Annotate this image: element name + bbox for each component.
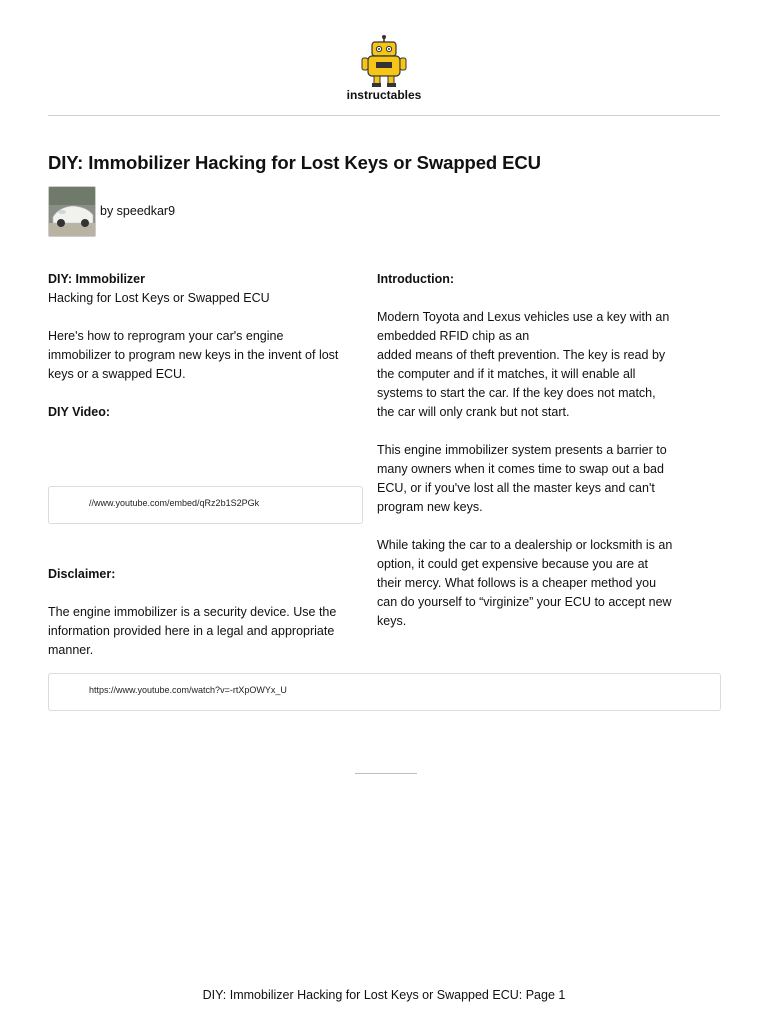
section-divider xyxy=(355,773,417,774)
header-divider xyxy=(48,115,720,116)
author-byline[interactable]: by speedkar9 xyxy=(100,204,176,218)
watch-link-url[interactable]: https://www.youtube.com/watch?v=-rtXpOWYx_U xyxy=(89,685,287,695)
author-avatar[interactable] xyxy=(48,186,96,237)
disclaimer-heading: Disclaimer: xyxy=(48,567,116,581)
disclaimer-text-line: information provided here in a legal and appropriate xyxy=(48,624,335,638)
paragraph-line: program new keys. xyxy=(377,500,483,514)
paragraph-line: many owners when it comes time to swap out a bad xyxy=(377,462,664,476)
paragraph-line: This engine immobilizer system presents a barrier to xyxy=(377,443,667,457)
paragraph-line: can do yourself to “virginize” your ECU to accept new xyxy=(377,595,672,609)
intro-text-line: Here's how to reprogram your car's engine xyxy=(48,329,284,343)
paragraph-line: systems to start the car. If the key does not match, xyxy=(377,386,656,400)
intro-text-line: immobilizer to program new keys in the invent of lost xyxy=(48,348,339,362)
brand-name[interactable]: instructables xyxy=(346,88,422,102)
paragraph-line: Modern Toyota and Lexus vehicles use a key with an xyxy=(377,310,670,324)
paragraph-line: their mercy. What follows is a cheaper method you xyxy=(377,576,657,590)
introduction-heading: Introduction: xyxy=(377,272,455,286)
intro-text-line: keys or a swapped ECU. xyxy=(48,367,186,381)
paragraph-line: While taking the car to a dealership or locksmith is an xyxy=(377,538,673,552)
paragraph-line: embedded RFID chip as an xyxy=(377,329,530,343)
paragraph-line: ECU, or if you've lost all the master keys and can't xyxy=(377,481,655,495)
paragraph-line: the computer and if it matches, it will enable all xyxy=(377,367,636,381)
video-embed-url[interactable]: //www.youtube.com/embed/qRz2b1S2PGk xyxy=(89,498,260,508)
right-column xyxy=(377,270,720,631)
subtitle-text: Hacking for Lost Keys or Swapped ECU xyxy=(48,291,270,305)
video-heading: DIY Video: xyxy=(48,405,111,419)
disclaimer-section xyxy=(48,565,364,660)
left-column xyxy=(48,270,364,422)
section-heading: DIY: Immobilizer xyxy=(48,272,146,286)
video-embed-box[interactable] xyxy=(48,486,363,524)
paragraph-line: keys. xyxy=(377,614,407,628)
page-title: DIY: Immobilizer Hacking for Lost Keys or Swapped ECU xyxy=(48,152,541,173)
page-footer: DIY: Immobilizer Hacking for Lost Keys or Swapped ECU: Page 1 xyxy=(202,988,566,1002)
paragraph-line: option, it could get expensive because you are at xyxy=(377,557,649,571)
robot-mascot-icon[interactable] xyxy=(360,34,408,88)
page-header xyxy=(0,0,768,116)
disclaimer-text-line: The engine immobilizer is a security device. Use the xyxy=(48,605,337,619)
paragraph-line: the car will only crank but not start. xyxy=(377,405,570,419)
disclaimer-text-line: manner. xyxy=(48,643,94,657)
paragraph-line: added means of theft prevention. The key is read by xyxy=(377,348,666,362)
watch-link-box[interactable] xyxy=(48,673,721,711)
